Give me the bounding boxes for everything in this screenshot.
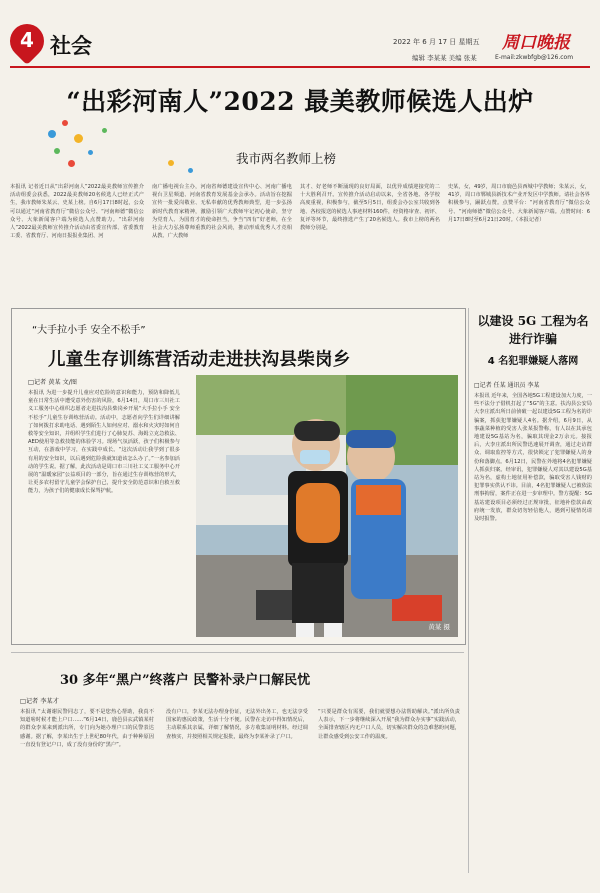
page-number-badge [10, 24, 44, 58]
lead-column-3: 其才、好老师不断涌现的良好局面，以优异成绩迎接党的二十大胜利召开。宣传推介活动启动以来，全省各地、各学校高度重视，积极参与，截至5月5日，组委会办公室共收到各地、各校报送的候选人事迹材料160件，经资格审查、初评、复评等环节，最终推选产生了20名候选人。我市上榜的两名教师分别是， [300, 184, 440, 232]
bottom-column-3: “只要是群众有需要，我们就要想办法帮助解决。”派出所负责人表示，下一步将继续深入开展“我为群众办实事”实践活动，全面排查辖区内无户口人员，切实解决群众的急难愁盼问题，让群众感受到公安工作的温度。 [318, 709, 460, 740]
section-name: 社会 [50, 33, 92, 58]
page-number: 4 [20, 28, 34, 52]
decorative-dots [48, 120, 218, 180]
lead-body [10, 183, 590, 295]
lead-subheadline: 我市两名教师上榜 [236, 151, 337, 166]
feature-body: 本报讯 为进一步提升儿童应对危险的意识和能力，预防和降低儿童在日常生活中遭受意外伤害的风险，6月14日，周口市三川社工义工服务中心组织志愿者走进扶沟县柴岗乡开展“大手拉小手 安全不松手”儿童生存训练营活动。活动中，志愿者向学生们详细讲解了如何拨打求助电话、遇到陌生人如何应对、溺水和火灾时如何自救等安全知识，并组织学生们进行了心肺复苏、海姆立克急救法、AED使用等急救技能的体验学习。现场气氛活跃，孩子们积极参与互动，在游戏中学习，在实践中成长。“这次活动让我学到了很多有用的安全知识，以后遇到危险我就知道该怎么办了。”一名参加活动的学生说。据了解，此次活动是周口市三川社工义工服务中心开展的“温暖家园”公益项目的一部分，旨在通过生存训练营的形式，让更多农村留守儿童学会保护自己，提升安全防范意识和自救互救能力，为孩子们的健康成长保驾护航。 [28, 390, 180, 495]
side-byline: □记者 任某 通讯员 李某 [474, 382, 540, 389]
lead-headline: “出彩河南人”2022 最美教师候选人出炉 [66, 87, 534, 116]
editor-credits: 编辑 李某某 美编 张某 [412, 54, 477, 62]
bottom-byline: □记者 李某才 [20, 698, 59, 705]
feature-headline: 儿童生存训练营活动走进扶沟县柴岗乡 [48, 350, 351, 370]
photo-caption: 黄某 摄 [428, 623, 450, 631]
bottom-divider [11, 652, 464, 653]
bottom-column-1: 本报讯 “太谢谢民警同志了，要不是您热心帮助，我真不知道啥时候才能上户口……”6月14日，鹿邑县玄武镇某村的群众李某来到派出所，专门向为她办理户口的民警表达感谢。据了解，李某出生于上世纪80年代，由于种种原因一直没有登记户口，成了没有身份的“黑户”。 [20, 709, 154, 748]
newspaper-logo: 周口晚报 [502, 33, 570, 53]
lead-column-2: 南广播电视台主办，河南省师德建设宣传中心、河南广播电视台卫星频道、河南省教育发展基金会承办。活动旨在挖掘宣传一批爱岗敬业、无私奉献的优秀教师典型，进一步弘扬新时代教育家精神，激励引领广大教师牢记初心使命，坚守为党育人、为国育才的使命担当，争当“四有”好老师，在全社会大力弘扬尊师重教的社会风尚，推动形成优秀人才竞相从教、广大教师 [152, 184, 292, 240]
side-body: 本报讯 近年来，全国各地5G工程建设加大力度，一些不法分子借机打起了“5G”的主意。扶沟县公安局大李庄派出所日前侦破一起以建设5G工程为名的诈骗案，抓获犯罪嫌疑人4名。据介绍，6月9日，从事蔬菜种植的受害人张某报警称，有人以在其承包地建设5G基站为名，骗取其现金2万余元。接报后，大李庄派出所民警迅速展开调查，通过走访群众、调取监控等方式，很快锁定了犯罪嫌疑人的身份和落脚点。6月12日，民警在外地将4名犯罪嫌疑人抓获归案。经审讯，犯罪嫌疑人对其以建设5G基站为名，虚构土地征用补偿款，骗取受害人钱财的犯罪事实供认不讳。目前，4名犯罪嫌疑人已被依法刑事拘留，案件正在进一步审理中。警方提醒：5G基站建设项目必须经过正规审批，征地补偿款由政府统一发放，群众切勿轻信他人，遇到可疑情况请及时报警。 [474, 393, 592, 523]
feature-photo [196, 375, 458, 637]
header-rule [10, 66, 590, 68]
training-photo-image [196, 375, 458, 637]
bottom-headline: 30 多年“黑户”终落户 民警补录户口解民忧 [60, 673, 311, 688]
contact-email: E-mail:zkwbfgb@126.com [495, 54, 574, 61]
bottom-column-2: 没有户口，李某无法办理身份证，无法外出务工，也无法享受国家的惠民政策，生活十分不便。民警在走访中得知情况后，主动联系其亲属，详细了解情况，多方收集证明材料。经过调查核实，并按照相关规定报批，最终为李某补录了户口。 [166, 709, 308, 740]
issue-date: 2022 年 6 月 17 日 星期五 [393, 38, 480, 46]
lead-column-1: 本报讯 记者近日从“出彩河南人”2022最美教师宣传推介活动组委会获悉，2022最美教师20名候选人已经正式产生，我市教师朱某云、史某上榜。自6月17日8时起，公众可以通过“河南省教育厅”微信公众号、“河南师德”微信公众号、大象新闻客户端为候选人点赞助力。“出彩河南人”2022最美教师宣传推介活动由省委宣传部、省委教育工委、省教育厅、河南日报报业集团、河 [10, 184, 144, 240]
side-subheadline: 4 名犯罪嫌疑人落网 [487, 356, 579, 367]
lead-column-4: 史某，女，49岁，周口市鹿邑县西城中学教师；朱某云，女，41岁，周口市郸城县新技术产业开发区中学教师。请社会各界积极参与，踊跃点赞。点赞平台：“河南省教育厅”微信公众号、“河南师德”微信公众号、大象新闻客户端。点赞时间：6月17日8时至6月21日20时。（本报记者） [448, 184, 590, 223]
column-divider [468, 308, 469, 873]
feature-article [11, 308, 466, 645]
side-headline: 以建设 5G 工程为名进行诈骗 [477, 314, 589, 346]
feature-kicker: “大手拉小手 安全不松手” [32, 325, 146, 336]
feature-byline: □记者 黄某 文/图 [28, 379, 77, 386]
side-article [474, 308, 592, 873]
masthead [0, 0, 600, 78]
